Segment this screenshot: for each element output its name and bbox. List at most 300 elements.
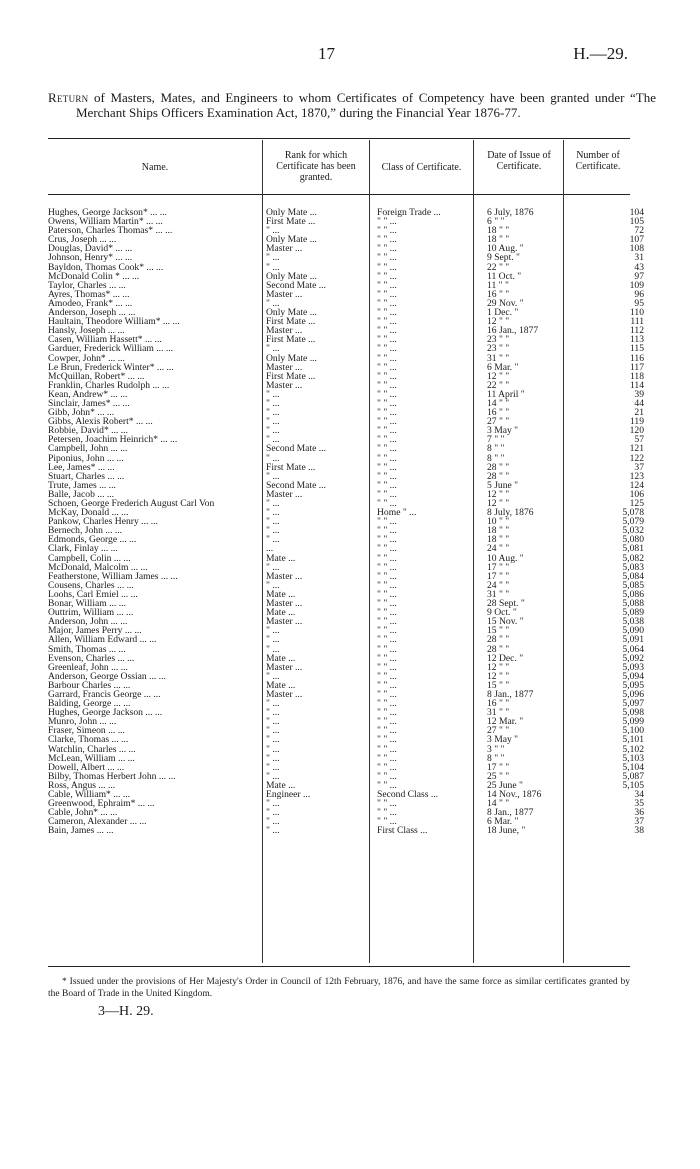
table-row (48, 244, 648, 253)
cell-number: 118 (629, 371, 644, 381)
cell-rank: " ... (266, 298, 280, 309)
cell-name: Amodeo, Frank* ... ... (48, 298, 133, 309)
cell-class: " " ... (377, 317, 397, 327)
cell-name: Lee, James* ... ... (48, 462, 115, 472)
cell-rank: Mate ... (266, 653, 296, 663)
cell-name: Hansly, Joseph ... ... (48, 326, 125, 336)
table-row (48, 454, 648, 463)
table-row (48, 590, 648, 599)
cell-rank: " ... (266, 726, 280, 736)
cell-rank: ... (266, 544, 274, 554)
cell-rank: " ... (266, 398, 280, 409)
cell-class: " " ... (377, 471, 397, 481)
cell-class: " " ... (377, 617, 397, 627)
cell-class: " " ... (377, 626, 397, 636)
cell-class: " " ... (377, 689, 397, 700)
cell-number: 105 (629, 217, 644, 227)
cell-date: 11 Oct. " (487, 271, 522, 281)
cell-name: Piponius, John ... ... (48, 453, 124, 463)
cell-number: 39 (634, 389, 644, 399)
cell-rank: Master ... (266, 244, 303, 254)
cell-rank: " ... (266, 535, 280, 545)
table-row (48, 626, 648, 635)
column-header-number: Number of Certificate. (575, 150, 621, 172)
cell-number: 5,101 (622, 735, 644, 745)
cell-date: 8 " " (487, 444, 505, 454)
cell-name: Cable, William* ... ... (48, 790, 131, 800)
cell-name: Pankow, Charles Henry ... ... (48, 517, 158, 527)
cell-number: 5,081 (622, 544, 644, 554)
cell-number: 110 (629, 308, 644, 318)
cell-name: Ayres, Thomas* ... ... (48, 289, 130, 299)
cell-rank: " ... (266, 262, 280, 272)
cell-class: " " ... (377, 308, 397, 318)
cell-name: Crus, Joseph ... ... (48, 235, 117, 245)
cell-date: 8 Jan., 1877 (487, 689, 534, 700)
cell-class: " " ... (377, 435, 397, 445)
cell-rank: Master ... (266, 289, 303, 299)
cell-name: Bain, James ... ... (48, 826, 114, 836)
cell-class: " " ... (377, 408, 397, 418)
cell-name: McDonald, Malcolm ... ... (48, 562, 148, 572)
title-lead: Return (48, 90, 89, 105)
cell-number: 5,082 (622, 553, 644, 563)
cell-class: " " ... (377, 280, 397, 290)
cell-rank: Mate ... (266, 553, 296, 563)
cell-number: 5,097 (622, 699, 644, 709)
table-row (48, 435, 648, 444)
cell-class: " " ... (377, 526, 397, 536)
cell-class: First Class ... (377, 826, 428, 836)
cell-number: 125 (629, 499, 644, 509)
cell-rank: " ... (266, 508, 280, 518)
table-row (48, 490, 648, 499)
cell-rank: Only Mate ... (266, 208, 317, 218)
cell-rank: " ... (266, 762, 280, 772)
table-row (48, 299, 648, 308)
cell-date: 24 " " (487, 580, 510, 590)
table-row (48, 208, 648, 217)
cell-rank: First Mate ... (266, 217, 316, 227)
cell-number: 21 (634, 408, 644, 418)
cell-date: 31 " " (487, 708, 510, 718)
cell-date: 1 Dec. " (487, 308, 519, 318)
table-row (48, 581, 648, 590)
cell-number: 109 (629, 280, 644, 290)
cell-class: " " ... (377, 398, 397, 409)
cell-class: " " ... (377, 271, 397, 281)
cell-name: Watchlin, Charles ... ... (48, 744, 136, 754)
cell-class: " " ... (377, 344, 397, 354)
cell-rank: Master ... (266, 662, 303, 672)
cell-date: 9 Sept. " (487, 253, 520, 263)
table-row (48, 663, 648, 672)
cell-number: 72 (634, 226, 644, 236)
cell-rank: " ... (266, 526, 280, 536)
cell-date: 8 July, 1876 (487, 508, 534, 518)
table-row (48, 290, 648, 299)
table-row (48, 672, 648, 681)
table-row (48, 253, 648, 262)
cell-date: 16 " " (487, 699, 510, 709)
table-row (48, 444, 648, 453)
table-row (48, 326, 648, 335)
cell-class: " " ... (377, 580, 397, 590)
cell-class: " " ... (377, 417, 397, 427)
cell-date: 11 " " (487, 280, 509, 290)
cell-number: 5,091 (622, 635, 644, 645)
cell-date: 17 " " (487, 762, 510, 772)
cell-rank: Second Mate ... (266, 280, 326, 290)
table-bottom-rule (48, 966, 630, 967)
cell-class: Second Class ... (377, 790, 439, 800)
cell-date: 16 " " (487, 289, 510, 299)
table-row (48, 481, 648, 490)
cell-number: 95 (634, 298, 644, 309)
cell-name: Cowper, John* ... ... (48, 353, 125, 363)
cell-name: Smith, Thomas ... ... (48, 644, 126, 654)
cell-name: Balding, George ... ... (48, 699, 131, 709)
cell-rank: " ... (266, 708, 280, 718)
table-row (48, 272, 648, 281)
table-row (48, 426, 648, 435)
title-text: of Masters, Mates, and Engineers to whom Certificates of Competency have been granted under “The Merchant Ships Officers Examination Act, 1870,” during the Financial Year 1876-77. (76, 90, 656, 120)
cell-rank: " ... (266, 644, 280, 654)
cell-number: 5,092 (622, 653, 644, 663)
cell-rank: Mate ... (266, 608, 296, 618)
cell-date: 31 " " (487, 353, 510, 363)
cell-name: Ross, Angus ... ... (48, 780, 116, 790)
cell-name: Munro, John ... ... (48, 717, 117, 727)
cell-rank: First Mate ... (266, 462, 316, 472)
cell-rank: Master ... (266, 489, 303, 499)
cell-date: 14 Nov., 1876 (487, 790, 542, 800)
cell-date: 28 " " (487, 635, 510, 645)
cell-class: " " ... (377, 762, 397, 772)
table-row (48, 717, 648, 726)
column-header-name: Name. (141, 162, 169, 173)
cell-date: 23 " " (487, 335, 510, 345)
cell-class: " " ... (377, 780, 397, 790)
cell-class: " " ... (377, 553, 397, 563)
cell-rank: Master ... (266, 599, 303, 609)
cell-rank: Only Mate ... (266, 271, 317, 281)
table-row (48, 226, 648, 235)
cell-number: 121 (629, 444, 644, 454)
cell-number: 5,103 (622, 753, 644, 763)
table-row (48, 263, 648, 272)
table-row (48, 617, 648, 626)
cell-name: Hughes, George Jackson* ... ... (48, 208, 167, 218)
cell-name: McLean, William ... ... (48, 753, 135, 763)
cell-class: " " ... (377, 799, 397, 809)
cell-date: 3 May " (487, 735, 519, 745)
cell-class: " " ... (377, 608, 397, 618)
cell-name: Paterson, Charles Thomas* ... ... (48, 226, 173, 236)
table-row (48, 735, 648, 744)
cell-class: " " ... (377, 462, 397, 472)
cell-date: 29 Nov. " (487, 298, 524, 309)
cell-name: Balle, Jacob ... ... (48, 489, 115, 499)
cell-name: Bonar, William ... ... (48, 599, 126, 609)
cell-rank: " ... (266, 517, 280, 527)
cell-date: 6 " " (487, 217, 505, 227)
cell-class: " " ... (377, 253, 397, 263)
cell-name: Hughes, George Jackson ... ... (48, 708, 163, 718)
cell-name: Le Brun, Frederick Winter* ... ... (48, 362, 174, 372)
cell-date: 10 Aug. " (487, 553, 524, 563)
header-bottom-rule (48, 194, 630, 195)
cell-name: Campbell, John ... ... (48, 444, 128, 454)
cell-class: " " ... (377, 517, 397, 527)
cell-class: " " ... (377, 808, 397, 818)
table-row (48, 526, 648, 535)
cell-class: " " ... (377, 535, 397, 545)
cell-class: Foreign Trade ... (377, 208, 441, 218)
cell-class: " " ... (377, 371, 397, 381)
cell-class: " " ... (377, 389, 397, 399)
cell-name: Douglas, David* ... ... (48, 244, 133, 254)
cell-name: Edmonds, George ... ... (48, 535, 137, 545)
cell-number: 5,096 (622, 689, 644, 700)
cell-date: 28 " " (487, 471, 510, 481)
cell-name: Bilby, Thomas Herbert John ... ... (48, 771, 176, 781)
column-header-date: Date of Issue of Certificate. (487, 150, 551, 172)
cell-number: 115 (629, 344, 644, 354)
cell-name: Trute, James ... ... (48, 480, 116, 490)
cell-date: 18 " " (487, 526, 510, 536)
cell-rank: " ... (266, 717, 280, 727)
cell-class: " " ... (377, 235, 397, 245)
table-row (48, 235, 648, 244)
cell-rank: Only Mate ... (266, 353, 317, 363)
cell-name: McDonald Colin * ... ... (48, 271, 140, 281)
cell-number: 44 (634, 398, 644, 409)
table-row (48, 654, 648, 663)
cell-class: " " ... (377, 726, 397, 736)
cell-date: 12 " " (487, 499, 510, 509)
cell-name: Taylor, Charles ... ... (48, 280, 126, 290)
cell-date: 5 June " (487, 480, 519, 490)
cell-rank: Only Mate ... (266, 308, 317, 318)
cell-number: 5,079 (622, 517, 644, 527)
cell-rank: " ... (266, 426, 280, 436)
cell-date: 18 June, " (487, 826, 526, 836)
cell-date: 22 " " (487, 380, 510, 390)
cell-number: 5,085 (622, 580, 644, 590)
cell-class: " " ... (377, 289, 397, 299)
cell-name: Fraser, Simeon ... ... (48, 726, 125, 736)
cell-date: 6 Mar. " (487, 817, 519, 827)
cell-date: 15 Nov. " (487, 617, 524, 627)
table-row (48, 599, 648, 608)
cell-rank: " ... (266, 499, 280, 509)
table-row (48, 517, 648, 526)
cell-rank: " ... (266, 771, 280, 781)
cell-number: 5,038 (622, 617, 644, 627)
cell-class: " " ... (377, 744, 397, 754)
cell-name: Featherstone, William James ... ... (48, 571, 178, 581)
table-row (48, 390, 648, 399)
cell-rank: Master ... (266, 617, 303, 627)
cell-rank: " ... (266, 408, 280, 418)
cell-date: 7 " " (487, 435, 505, 445)
cell-number: 124 (629, 480, 644, 490)
cell-number: 5,093 (622, 662, 644, 672)
cell-date: 8 Jan., 1877 (487, 808, 534, 818)
cell-name: Allen, William Edward ... ... (48, 635, 157, 645)
cell-name: Garrard, Francis George ... ... (48, 689, 161, 700)
table-row (48, 308, 648, 317)
cell-name: Schoen, George Frederich August Carl Von (48, 499, 215, 509)
cell-class: " " ... (377, 699, 397, 709)
cell-date: 17 " " (487, 571, 510, 581)
table-row (48, 317, 648, 326)
cell-name: Kean, Andrew* ... ... (48, 389, 128, 399)
cell-name: Cameron, Alexander ... ... (48, 817, 147, 827)
cell-class: " " ... (377, 380, 397, 390)
cell-name: Bayldon, Thomas Cook* ... ... (48, 262, 164, 272)
cell-date: 28 Sept. " (487, 599, 525, 609)
cell-name: McQuillan, Robert* ... ... (48, 371, 145, 381)
cell-number: 36 (634, 808, 644, 818)
cell-rank: Only Mate ... (266, 235, 317, 245)
cell-name: Casen, William Hassett* ... ... (48, 335, 162, 345)
cell-rank: Master ... (266, 571, 303, 581)
cell-name: Sinclair, James* ... ... (48, 398, 130, 409)
table-row (48, 826, 648, 835)
cell-date: 12 " " (487, 489, 510, 499)
cell-date: 14 " " (487, 799, 510, 809)
cell-class: Home " ... (377, 508, 417, 518)
cell-rank: " ... (266, 635, 280, 645)
table-row (48, 772, 648, 781)
table-row (48, 354, 648, 363)
cell-number: 37 (634, 817, 644, 827)
page-signature: 3—H. 29. (98, 1004, 154, 1019)
cell-date: 27 " " (487, 726, 510, 736)
cell-date: 3 " " (487, 744, 505, 754)
cell-number: 5,099 (622, 717, 644, 727)
cell-rank: " ... (266, 562, 280, 572)
cell-name: Barbour Charles ... ... (48, 680, 131, 690)
cell-date: 3 May " (487, 426, 519, 436)
table-row (48, 754, 648, 763)
cell-number: 122 (629, 453, 644, 463)
cell-rank: " ... (266, 753, 280, 763)
table-row (48, 763, 648, 772)
table-row (48, 563, 648, 572)
cell-name: Stuart, Charles ... ... (48, 471, 125, 481)
cell-number: 113 (629, 335, 644, 345)
cell-date: 6 Mar. " (487, 362, 519, 372)
cell-name: Owens, William Martin* ... ... (48, 217, 163, 227)
cell-name: Outtrim, William ... ... (48, 608, 134, 618)
cell-class: " " ... (377, 644, 397, 654)
cell-rank: " ... (266, 417, 280, 427)
table-row (48, 472, 648, 481)
cell-rank: Mate ... (266, 680, 296, 690)
cell-name: Loohs, Carl Emiel ... ... (48, 589, 138, 600)
cell-rank: " ... (266, 471, 280, 481)
cell-name: Petersen, Joachim Heinrich* ... ... (48, 435, 178, 445)
table-row (48, 635, 648, 644)
cell-number: 116 (629, 353, 644, 363)
cell-name: Campbell, Colin ... ... (48, 553, 131, 563)
cell-date: 8 " " (487, 753, 505, 763)
table-row (48, 417, 648, 426)
cell-date: 25 " " (487, 771, 510, 781)
cell-rank: " ... (266, 808, 280, 818)
cell-number: 5,064 (622, 644, 644, 654)
cell-name: Cable, John* ... ... (48, 808, 118, 818)
cell-class: " " ... (377, 562, 397, 572)
cell-number: 97 (634, 271, 644, 281)
cell-number: 31 (634, 253, 644, 263)
cell-name: Johnson, Henry* ... ... (48, 253, 133, 263)
cell-rank: Second Mate ... (266, 444, 326, 454)
cell-class: " " ... (377, 326, 397, 336)
cell-class: " " ... (377, 298, 397, 309)
footnote: * Issued under the provisions of Her Majesty's Order in Council of 12th February, 1876, and have the same force as similar certificates granted by the Board of Trade in the United Kingdom. (48, 977, 630, 999)
cell-name: Clarke, Thomas ... ... (48, 735, 129, 745)
table-row (48, 699, 648, 708)
cell-rank: First Mate ... (266, 317, 316, 327)
page-header (0, 44, 700, 66)
cell-date: 11 April " (487, 389, 525, 399)
table-row (48, 463, 648, 472)
table-row (48, 508, 648, 517)
cell-class: " " ... (377, 353, 397, 363)
table-row (48, 335, 648, 344)
cell-number: 5,080 (622, 535, 644, 545)
cell-class: " " ... (377, 217, 397, 227)
column-header-class: Class of Certificate. (381, 162, 462, 173)
table-row (48, 281, 648, 290)
cell-date: 10 " " (487, 517, 510, 527)
cell-rank: " ... (266, 435, 280, 445)
cell-number: 117 (629, 362, 644, 372)
cell-date: 16 Jan., 1877 (487, 326, 539, 336)
cell-name: Major, James Perry ... ... (48, 626, 142, 636)
table-row (48, 681, 648, 690)
cell-class: " " ... (377, 226, 397, 236)
table-row (48, 781, 648, 790)
cell-number: 5,084 (622, 571, 644, 581)
cell-name: Evenson, Charles ... ... (48, 653, 135, 663)
cell-rank: " ... (266, 626, 280, 636)
cell-name: Franklin, Charles Rudolph ... ... (48, 380, 170, 390)
cell-date: 12 " " (487, 371, 510, 381)
cell-name: Robbie, David* ... ... (48, 426, 128, 436)
cell-number: 106 (629, 489, 644, 499)
cell-date: 12 " " (487, 662, 510, 672)
cell-number: 108 (629, 244, 644, 254)
cell-class: " " ... (377, 671, 397, 681)
cell-rank: Mate ... (266, 589, 296, 600)
cell-number: 107 (629, 235, 644, 245)
cell-date: 10 Aug. " (487, 244, 524, 254)
cell-date: 12 Dec. " (487, 653, 524, 663)
cell-date: 31 " " (487, 589, 510, 600)
table-row (48, 544, 648, 553)
table-row (48, 572, 648, 581)
cell-name: Gibb, John* ... ... (48, 408, 115, 418)
cell-date: 12 " " (487, 317, 510, 327)
cell-rank: " ... (266, 799, 280, 809)
cell-date: 14 " " (487, 398, 510, 409)
cell-number: 5,086 (622, 589, 644, 600)
